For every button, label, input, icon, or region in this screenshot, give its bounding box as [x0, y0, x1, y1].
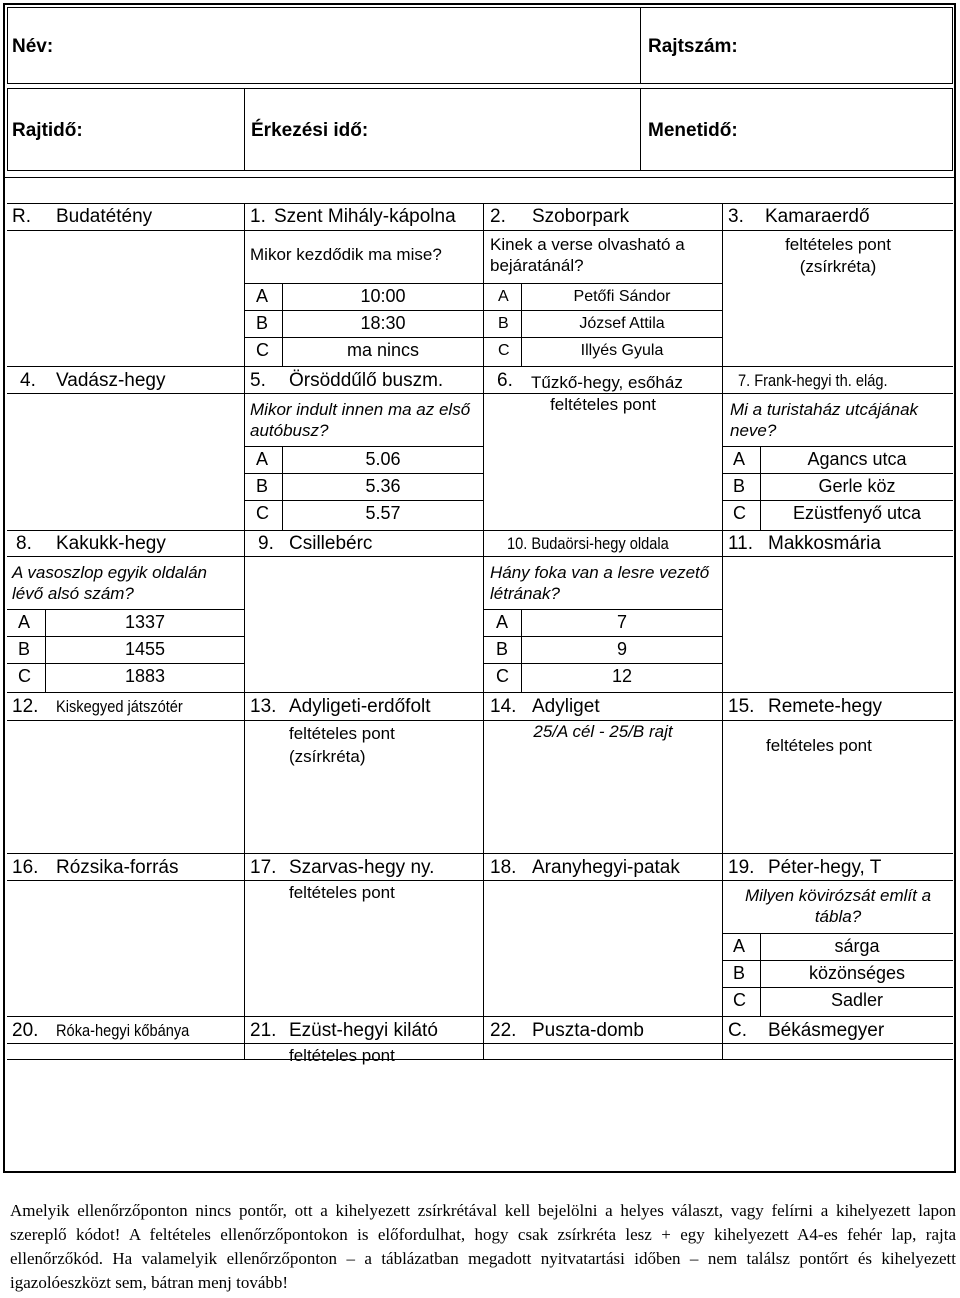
cp-2-opt-b: József Attila: [579, 315, 665, 332]
header-row-2: [7, 88, 953, 171]
cp-8-opt-a: 1337: [124, 612, 166, 632]
cp-16-name: Rózsika-forrás: [56, 857, 179, 878]
cp-5-opt-c: 5.57: [365, 503, 401, 523]
cp-19-opt-a: sárga: [834, 936, 880, 956]
cp-13-num: 13.: [250, 696, 277, 717]
cp-16-num: 16.: [12, 857, 39, 878]
cp-8-question: A vasoszlop egyik oldalán lévő alsó szám?: [12, 563, 207, 603]
cp-19-opt-b: közönséges: [808, 963, 906, 983]
cp-19-opt-b-key: B: [733, 963, 746, 983]
cp-5-name: Örsöddűlő buszm.: [289, 370, 444, 391]
menetido-label: Menetidő:: [648, 120, 738, 141]
instructions-text: Amelyik ellenőrzőponton nincs pontőr, ott a kihelyezett zsírkrétával kell bejelölni a helyes választ, vagy felírni a kihelyezett lapon szereplő kódot! A feltételes ellenőrzőpontokon is előfordulhat, hogy csak zsírkréta lesz + egy kihelyezett A4-es fehér lap, rajta ellenőrzőkód. Ha valamelyik ellenőrzőponton – a táblázatban megadott nyitvatartási időben – nem találsz pontőrt és kihelyezett igazolóeszközt sem, bátran menj tovább!: [10, 1201, 956, 1292]
cp-22-num: 22.: [490, 1020, 517, 1041]
cp-19-name: Péter-hegy, T: [768, 857, 882, 878]
cp-5-opt-b: 5.36: [365, 476, 401, 496]
cp-1-name: Szent Mihály-kápolna: [274, 206, 456, 227]
cp-19-opt-a-key: A: [733, 936, 746, 956]
cp-8-opt-b: 1455: [124, 639, 166, 659]
cp-10-opt-b-key: B: [496, 639, 509, 659]
cp-12-name: Kiskegyed játszótér: [56, 697, 183, 716]
cp-17-note: feltételes pont: [289, 883, 395, 902]
cp-2-num: 2.: [490, 206, 506, 227]
cp-5-opt-b-key: B: [256, 476, 269, 496]
cp-21-note: feltételes pont: [289, 1046, 395, 1065]
cp-2-opt-c: Illyés Gyula: [580, 342, 664, 359]
cp-10-opt-b: 9: [616, 639, 627, 659]
rajtido-label: Rajtidő:: [12, 120, 83, 141]
cp-7-name: 7. Frank-hegyi th. elág.: [738, 371, 888, 390]
cp-C-num: C.: [728, 1020, 747, 1041]
cp-1-num: 1.: [250, 206, 266, 227]
cp-7-question: Mi a turistaház utcájának neve?: [730, 400, 919, 440]
cp-19-question: Milyen kövirózsát említ a tábla?: [744, 886, 932, 926]
cp-10-opt-c-key: C: [496, 666, 509, 686]
nev-label: Név:: [12, 36, 54, 57]
rajtszam-label: Rajtszám:: [648, 36, 738, 57]
cp-15-note: feltételes pont: [766, 736, 872, 755]
cp-3-num: 3.: [728, 206, 744, 227]
cp-5-question: Mikor indult innen ma az első autóbusz?: [250, 400, 471, 440]
cp-13-note2: (zsírkréta): [289, 747, 366, 766]
cp-2-question: Kinek a verse olvasható a bejáratánál?: [490, 235, 685, 275]
cp-11-num: 11.: [728, 533, 754, 554]
cp-6-name: Tűzkő-hegy, esőház: [531, 373, 683, 392]
cp-22-name: Puszta-domb: [532, 1020, 644, 1041]
cp-2-name: Szoborpark: [532, 206, 630, 227]
erkezesi-ido-label: Érkezési idő:: [251, 120, 369, 141]
cp-11-name: Makkosmária: [768, 533, 881, 554]
cp-3-name: Kamaraerdő: [765, 206, 870, 227]
cp-15-name: Remete-hegy: [768, 696, 883, 717]
cp-5-num: 5.: [250, 370, 266, 391]
cp-8-opt-c-key: C: [18, 666, 31, 686]
cp-17-num: 17.: [250, 857, 277, 878]
cp-6-num: 6.: [497, 370, 513, 391]
cp-8-num: 8.: [16, 533, 32, 554]
header-row-1: [7, 7, 953, 84]
cp-14-note: 25/A cél - 25/B rajt: [533, 722, 673, 741]
cp-19-opt-c: Sadler: [830, 990, 884, 1010]
cp-18-num: 18.: [490, 857, 517, 878]
cp-18-name: Aranyhegyi-patak: [532, 857, 680, 878]
cp-9-name: Csillebérc: [289, 533, 373, 554]
cp-1-opt-b: 18:30: [360, 313, 406, 333]
cp-1-opt-a-key: A: [256, 286, 269, 306]
cp-7-opt-b-key: B: [733, 476, 746, 496]
cp-4-num: 4.: [20, 370, 36, 391]
cp-14-num: 14.: [490, 696, 517, 717]
cp-3-note2: (zsírkréta): [799, 257, 877, 276]
cp-5-opt-a: 5.06: [365, 449, 401, 469]
cp-9-num: 9.: [258, 533, 274, 554]
cp-19-num: 19.: [728, 857, 755, 878]
cp-10-opt-a: 7: [616, 612, 627, 632]
cp-7-opt-c-key: C: [733, 503, 746, 523]
cp-8-opt-a-key: A: [18, 612, 31, 632]
cp-5-opt-c-key: C: [256, 503, 269, 523]
cp-2-opt-c-key: C: [498, 342, 510, 359]
cp-20-name: Róka-hegyi kőbánya: [56, 1021, 190, 1040]
cp-2-opt-b-key: B: [498, 315, 509, 332]
cp-4-name: Vadász-hegy: [56, 370, 166, 391]
cp-8-name: Kakukk-hegy: [56, 533, 166, 554]
cp-21-num: 21.: [250, 1020, 277, 1041]
cp-15-num: 15.: [728, 696, 755, 717]
cp-2-opt-a: Petőfi Sándor: [573, 288, 671, 305]
cp-1-opt-c-key: C: [256, 340, 269, 360]
cp-10-opt-c: 12: [611, 666, 633, 686]
cp-10-name: 10. Budaörsi-hegy oldala: [507, 534, 669, 553]
cp-6-note: feltételes pont: [550, 395, 656, 414]
cp-1-opt-c: ma nincs: [346, 340, 420, 360]
cp-13-name: Adyligeti-erdőfolt: [289, 696, 431, 717]
cp-13-note: feltételes pont: [289, 724, 395, 743]
cp-C-name: Békásmegyer: [768, 1020, 885, 1041]
cp-21-name: Ezüst-hegyi kilátó: [289, 1020, 438, 1041]
cp-1-question: Mikor kezdődik ma mise?: [250, 245, 442, 264]
cp-5-opt-a-key: A: [256, 449, 269, 469]
cp-8-opt-c: 1883: [124, 666, 166, 686]
cp-2-opt-a-key: A: [498, 288, 509, 305]
cp-1-opt-b-key: B: [256, 313, 269, 333]
cp-7-opt-c: Ezüstfenyő utca: [792, 503, 922, 523]
cp-17-name: Szarvas-hegy ny.: [289, 857, 435, 878]
cp-7-opt-a: Agancs utca: [807, 449, 907, 469]
cp-R-name: Budatétény: [56, 206, 153, 227]
cp-7-opt-a-key: A: [733, 449, 746, 469]
cp-8-opt-b-key: B: [18, 639, 31, 659]
cp-10-opt-a-key: A: [496, 612, 509, 632]
cp-1-opt-a: 10:00: [360, 286, 406, 306]
cp-14-name: Adyliget: [532, 696, 600, 717]
cp-12-num: 12.: [12, 696, 39, 717]
cp-19-opt-c-key: C: [733, 990, 746, 1010]
cp-R-num: R.: [12, 206, 31, 227]
cp-10-question: Hány foka van a lesre vezető létrának?: [490, 563, 710, 603]
cp-3-note: feltételes pont: [785, 235, 891, 254]
cp-20-num: 20.: [12, 1020, 39, 1041]
cp-7-opt-b: Gerle köz: [818, 476, 896, 496]
